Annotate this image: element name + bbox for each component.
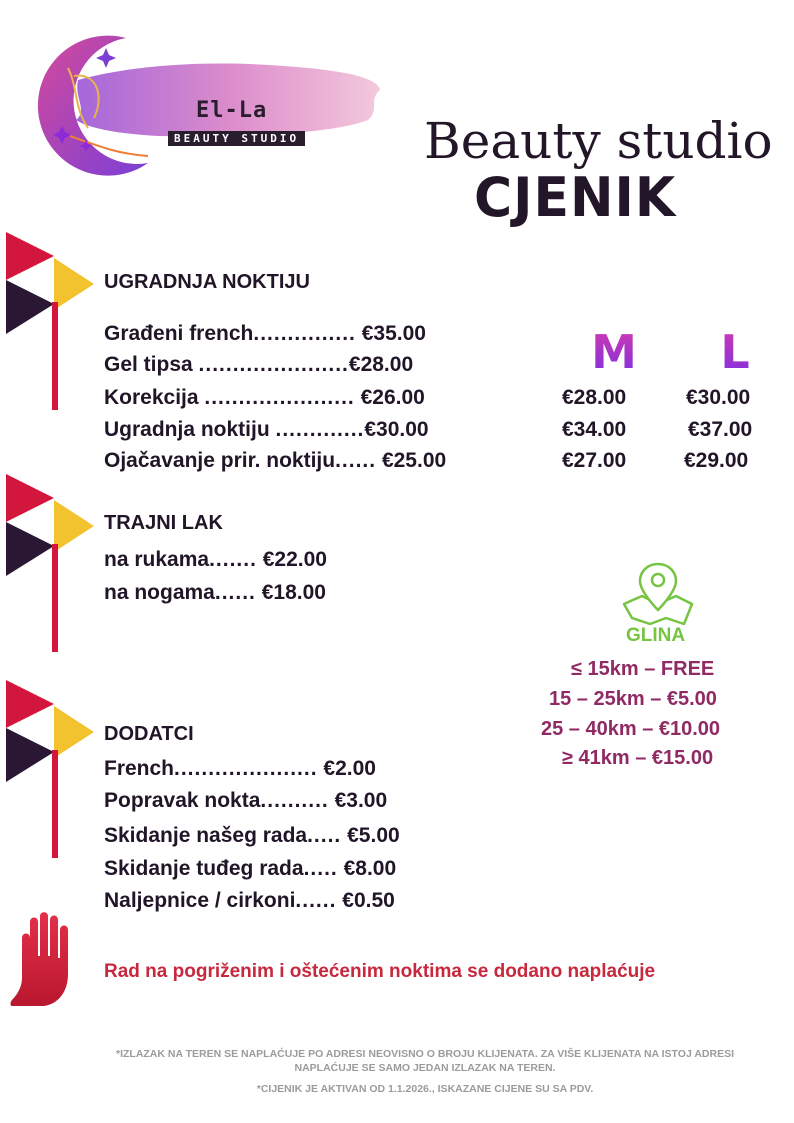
list-item: Skidanje našeg rada..... €5.00 bbox=[104, 824, 400, 847]
list-item: na nogama...... €18.00 bbox=[104, 581, 326, 604]
list-item: Naljepnice / cirkoni...... €0.50 bbox=[104, 889, 395, 912]
flag-icon-section-2 bbox=[6, 474, 96, 654]
travel-rate: ≥ 41km – €15.00 bbox=[562, 747, 714, 769]
footer-note: NAPLAĆUJE SE SAMO JEDAN IZLAZAK NA TEREN. bbox=[294, 1062, 556, 1074]
brand-name: El-La bbox=[196, 98, 268, 123]
location-label: GLINA bbox=[626, 625, 686, 646]
footer-note: *CIJENIK JE AKTIVAN OD 1.1.2026., ISKAZANE CIJENE SU SA PDV. bbox=[256, 1083, 594, 1095]
list-item: Građeni french............... €35.00 bbox=[104, 322, 426, 345]
size-m-letter bbox=[584, 326, 644, 374]
list-item: Skidanje tuđeg rada..... €8.00 bbox=[104, 857, 397, 880]
svg-text:L: L bbox=[720, 326, 750, 374]
footer-note: *IZLAZAK NA TEREN SE NAPLAĆUJE PO ADRESI NEOVISNO O BROJU KLIJENATA. ZA VIŠE KLIJENATA NA ISTOJ ADRESI bbox=[115, 1048, 734, 1060]
map-pin-icon bbox=[618, 560, 698, 630]
travel-rate: 15 – 25km – €5.00 bbox=[549, 688, 717, 710]
brand-logo bbox=[8, 28, 388, 178]
brand-subtitle: BEAUTY STUDIO bbox=[168, 131, 305, 146]
page-title: CJENIK bbox=[474, 166, 677, 230]
list-item: French..................... €2.00 bbox=[104, 757, 376, 780]
page-script-title: Beauty studio bbox=[424, 112, 773, 170]
flag-icon-section-1 bbox=[6, 232, 96, 412]
travel-rate: 25 – 40km – €10.00 bbox=[541, 718, 721, 740]
svg-text:M: M bbox=[591, 326, 637, 374]
size-l-price: €29.00 bbox=[684, 449, 749, 472]
warning-text: Rad na pogriženim i oštećenim noktima se dodano naplaćuje bbox=[104, 961, 656, 982]
section-title-dodatci: DODATCI bbox=[104, 723, 194, 745]
size-l-price: €37.00 bbox=[688, 418, 753, 441]
section-title-ugradnja: UGRADNJA NOKTIJU bbox=[104, 271, 310, 293]
hand-stop-icon bbox=[8, 912, 80, 1010]
size-l-price: €30.00 bbox=[686, 386, 751, 409]
list-item: Gel tipsa ......................€28.00 bbox=[104, 353, 414, 376]
list-item: Popravak nokta.......... €3.00 bbox=[104, 789, 388, 812]
size-m-price: €27.00 bbox=[562, 449, 627, 472]
list-item: Korekcija ...................... €26.00 bbox=[104, 386, 425, 409]
travel-rate: ≤ 15km – FREE bbox=[571, 658, 715, 680]
size-m-price: €34.00 bbox=[562, 418, 627, 441]
flag-icon-section-3 bbox=[6, 680, 96, 860]
section-title-trajni-lak: TRAJNI LAK bbox=[104, 512, 223, 534]
list-item: Ojačavanje prir. noktiju...... €25.00 bbox=[104, 449, 447, 472]
size-l-letter bbox=[710, 326, 760, 374]
size-m-price: €28.00 bbox=[562, 386, 627, 409]
list-item: na rukama....... €22.00 bbox=[104, 548, 327, 571]
list-item: Ugradnja noktiju .............€30.00 bbox=[104, 418, 429, 441]
